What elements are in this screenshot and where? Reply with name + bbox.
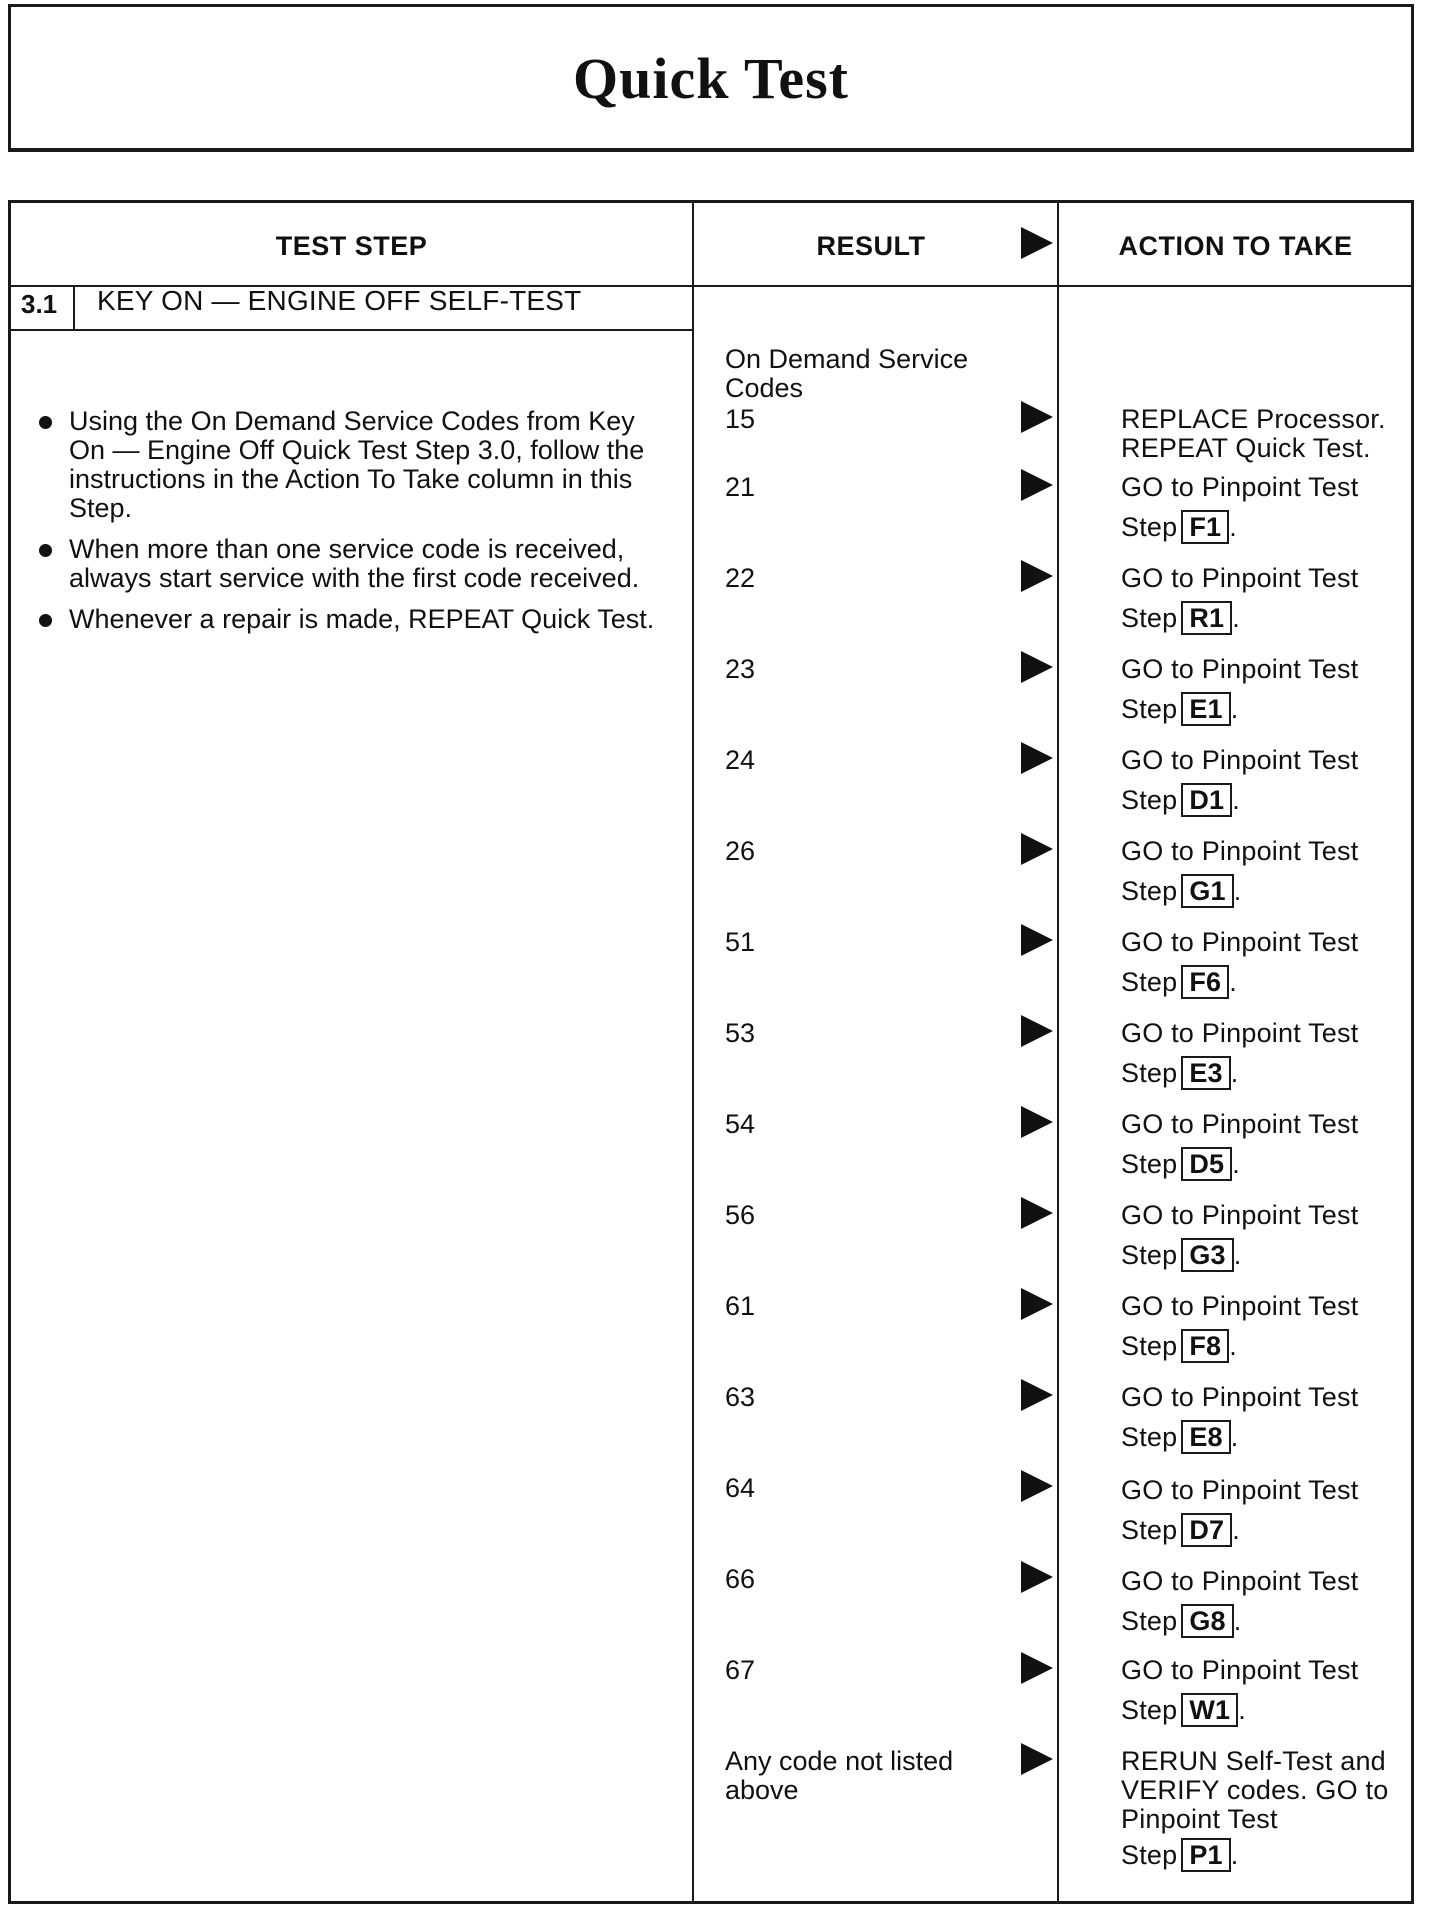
action-text: GO to Pinpoint Test Step R1 . <box>1121 564 1411 635</box>
action-step-label: Step <box>1121 876 1178 906</box>
action-line: REPLACE Processor. <box>1121 404 1386 434</box>
arrow-icon <box>1021 560 1053 592</box>
action-line: GO to Pinpoint Test <box>1121 745 1359 775</box>
action-line: GO to Pinpoint Test <box>1121 472 1359 502</box>
pinpoint-step-box: G1 <box>1181 874 1233 908</box>
pinpoint-step-box: E1 <box>1181 692 1230 726</box>
action-step-label: Step <box>1121 694 1178 724</box>
action-text: RERUN Self-Test and VERIFY codes. GO to Pinpoint Test Step P1 . <box>1121 1747 1411 1872</box>
action-step-label: Step <box>1121 1515 1178 1545</box>
service-code-other <box>725 1747 965 1805</box>
arrow-icon <box>1021 1015 1053 1047</box>
pinpoint-step-box: W1 <box>1181 1693 1238 1727</box>
instruction-bullet-2: When more than one service code is received, always start service with the first code received. <box>37 535 677 593</box>
header-action-to-take: ACTION TO TAKE <box>1118 231 1353 261</box>
service-code: 64 <box>725 1473 756 1503</box>
pinpoint-step-box: F8 <box>1181 1329 1229 1363</box>
action-line: GO to Pinpoint Test <box>1121 1566 1359 1596</box>
action-step-label: Step <box>1121 1422 1178 1452</box>
header-test-step: TEST STEP <box>275 231 428 261</box>
service-code: 66 <box>725 1564 756 1594</box>
pinpoint-step-box: E8 <box>1181 1420 1230 1454</box>
step-number-divider <box>73 285 75 329</box>
action-text: GO to Pinpoint Test Step E1 . <box>1121 655 1411 726</box>
action-text: GO to Pinpoint Test Step D5 . <box>1121 1110 1411 1181</box>
pinpoint-step-box: E3 <box>1181 1056 1230 1090</box>
action-line: GO to Pinpoint Test <box>1121 1655 1359 1685</box>
quick-test-table <box>8 200 1414 1904</box>
arrow-icon <box>1021 924 1053 956</box>
pinpoint-step-box: G8 <box>1181 1604 1233 1638</box>
action-step-label: Step <box>1121 1840 1178 1870</box>
pinpoint-step-box: P1 <box>1181 1838 1230 1872</box>
arrow-icon <box>1021 1197 1053 1229</box>
action-text: GO to Pinpoint Test Step G1 . <box>1121 837 1411 908</box>
action-line: REPEAT Quick Test. <box>1121 433 1371 463</box>
action-text: GO to Pinpoint Test Step G8 . <box>1121 1567 1411 1638</box>
instruction-bullet-3: Whenever a repair is made, REPEAT Quick Test. <box>37 605 677 634</box>
step-title: KEY ON — ENGINE OFF SELF-TEST <box>97 285 582 316</box>
action-line: GO to Pinpoint Test <box>1121 927 1359 957</box>
arrow-icon <box>1021 401 1053 433</box>
code-line: above <box>725 1775 799 1805</box>
pinpoint-step-box: F6 <box>1181 965 1229 999</box>
action-line: Pinpoint Test <box>1121 1804 1278 1834</box>
action-line: GO to Pinpoint Test <box>1121 563 1359 593</box>
result-subheader: On Demand Service Codes <box>725 344 969 403</box>
action-line: GO to Pinpoint Test <box>1121 836 1359 866</box>
service-code: 54 <box>725 1109 756 1139</box>
step-title-divider <box>11 329 692 331</box>
step-instructions <box>37 407 677 646</box>
action-line: GO to Pinpoint Test <box>1121 654 1359 684</box>
pinpoint-step-box: F1 <box>1181 510 1229 544</box>
pinpoint-step-box: D5 <box>1181 1147 1232 1181</box>
action-step-label: Step <box>1121 1331 1178 1361</box>
arrow-icon <box>1021 1470 1053 1502</box>
action-line: GO to Pinpoint Test <box>1121 1200 1359 1230</box>
pinpoint-step-box: R1 <box>1181 601 1232 635</box>
service-code: 63 <box>725 1382 756 1412</box>
service-code: 21 <box>725 472 756 502</box>
action-line: GO to Pinpoint Test <box>1121 1475 1359 1505</box>
arrow-icon <box>1021 651 1053 683</box>
service-code: 24 <box>725 745 756 775</box>
action-line: GO to Pinpoint Test <box>1121 1018 1359 1048</box>
arrow-icon <box>1021 469 1053 501</box>
arrow-icon <box>1021 1561 1053 1593</box>
instruction-bullet-1: Using the On Demand Service Codes from Key On — Engine Off Quick Test Step 3.0, follow the instructions in the Action To Take column in this Step. <box>37 407 677 523</box>
service-code: 15 <box>725 404 756 434</box>
service-code: 61 <box>725 1291 756 1321</box>
action-text: GO to Pinpoint Test Step W1 . <box>1121 1656 1411 1727</box>
action-step-label: Step <box>1121 1240 1178 1270</box>
action-line: RERUN Self-Test and <box>1121 1746 1386 1776</box>
code-line: Any code not listed <box>725 1746 954 1776</box>
service-code: 67 <box>725 1655 756 1685</box>
pinpoint-step-box: G3 <box>1181 1238 1233 1272</box>
action-step-label: Step <box>1121 1695 1178 1725</box>
column-divider-2 <box>1057 203 1059 1901</box>
action-text: GO to Pinpoint Test Step D7 . <box>1121 1476 1411 1547</box>
action-step-label: Step <box>1121 1058 1178 1088</box>
service-code: 23 <box>725 654 756 684</box>
action-line: GO to Pinpoint Test <box>1121 1109 1359 1139</box>
action-step-label: Step <box>1121 785 1178 815</box>
action-line: GO to Pinpoint Test <box>1121 1382 1359 1412</box>
action-text: GO to Pinpoint Test Step G3 . <box>1121 1201 1411 1272</box>
arrow-icon <box>1021 742 1053 774</box>
arrow-icon <box>1021 1652 1053 1684</box>
action-step-label: Step <box>1121 1606 1178 1636</box>
service-code: 51 <box>725 927 756 957</box>
arrow-icon <box>1021 1743 1053 1775</box>
action-line: VERIFY codes. GO to <box>1121 1775 1389 1805</box>
action-text: GO to Pinpoint Test Step F6 . <box>1121 928 1411 999</box>
action-text: GO to Pinpoint Test Step D1 . <box>1121 746 1411 817</box>
action-line: GO to Pinpoint Test <box>1121 1291 1359 1321</box>
service-code: 22 <box>725 563 756 593</box>
action-text: GO to Pinpoint Test Step F1 . <box>1121 473 1411 544</box>
action-step-label: Step <box>1121 1149 1178 1179</box>
action-text <box>1121 405 1411 463</box>
service-code: 26 <box>725 836 756 866</box>
step-number: 3.1 <box>21 289 58 319</box>
action-step-label: Step <box>1121 603 1178 633</box>
service-code: 53 <box>725 1018 756 1048</box>
service-code: 56 <box>725 1200 756 1230</box>
column-divider-1 <box>692 203 694 1901</box>
action-step-label: Step <box>1121 512 1178 542</box>
arrow-icon <box>1021 227 1053 259</box>
arrow-icon <box>1021 1106 1053 1138</box>
arrow-icon <box>1021 833 1053 865</box>
pinpoint-step-box: D1 <box>1181 783 1232 817</box>
arrow-icon <box>1021 1288 1053 1320</box>
pinpoint-step-box: D7 <box>1181 1513 1232 1547</box>
arrow-icon <box>1021 1379 1053 1411</box>
action-text: GO to Pinpoint Test Step E3 . <box>1121 1019 1411 1090</box>
header-result: RESULT <box>816 231 926 261</box>
action-step-label: Step <box>1121 967 1178 997</box>
action-text: GO to Pinpoint Test Step E8 . <box>1121 1383 1411 1454</box>
action-text: GO to Pinpoint Test Step F8 . <box>1121 1292 1411 1363</box>
title-box <box>8 4 1414 152</box>
page-title: Quick Test <box>573 46 849 111</box>
